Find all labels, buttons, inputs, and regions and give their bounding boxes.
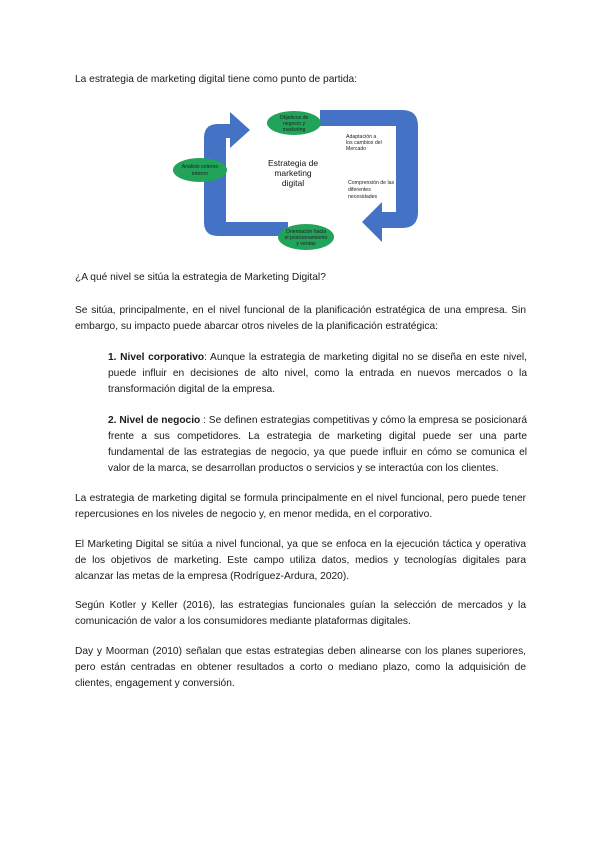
strategy-cycle-diagram xyxy=(170,104,430,252)
adaptation-line-1: Adaptación a xyxy=(346,134,377,140)
item-corporate-level xyxy=(108,350,527,398)
center-line-3: digital xyxy=(281,178,305,188)
item-business-title: 2. Nivel de negocio xyxy=(108,415,201,426)
paragraph-digital-functional: El Marketing Digital se sitúa a nivel funcional, ya que se enfoca en la ejecución táctica y operativa de los objetivos de marketing. Este campo utiliza datos, medios y tecnologías digitales para alcanzar las metas de la empresa (Rodríguez-Ardura, 2020). xyxy=(75,539,526,582)
orientation-line-3: y ventas xyxy=(296,241,316,247)
objectives-line-3: marketing xyxy=(282,127,306,133)
center-line-2: marketing xyxy=(274,168,312,178)
center-line-1: Estrategia de xyxy=(267,158,319,168)
analysis-line-1: Análisis externo xyxy=(181,164,219,170)
item-business-level xyxy=(108,413,527,477)
comprehension-line-3: necesidades xyxy=(348,194,378,200)
adaptation-line-3: Mercado xyxy=(346,146,367,152)
paragraph-kotler-keller: Según Kotler y Keller (2016), las estrategias funcionales guían la selección de mercados y la comunicación de valor a los consumidores mediante plataformas digitales. xyxy=(75,600,526,627)
right-cycle-arrow xyxy=(320,110,418,242)
comprehension-line-2: diferentes xyxy=(348,187,371,193)
item-business-text: : Se definen estrategias competitivas y cómo la empresa se posicionará frente a sus competidores. La estrategia de marketing digital puede ser una parte fundamental de las estrategias de negocio, ya que puede influir en cómo se comunica el valor de la marca, se desarrollan productos o servicios y se interactúa con los clientes. xyxy=(108,415,528,474)
item-corporate-text: : Aunque la estrategia de marketing digital no se diseña en este nivel, puede influir en decisiones de alto nivel, como la entrada en nuevos mercados o la transformación digital de la empresa. xyxy=(108,352,527,395)
item-corporate-title: 1. Nivel corporativo xyxy=(108,352,205,363)
objectives-line-1: Objetivos de xyxy=(279,115,309,121)
objectives-line-2: negocio y xyxy=(282,121,306,127)
analysis-node xyxy=(173,158,227,182)
paragraph-functional: La estrategia de marketing digital se formula principalmente en el nivel funcional, pero puede tener repercusiones en los niveles de negocio y, en menor medida, en el corporativo. xyxy=(75,493,526,520)
intro-text: La estrategia de marketing digital tiene como punto de partida: xyxy=(75,74,358,85)
adaptation-line-2: los cambios del xyxy=(346,140,382,146)
orientation-line-1: Orientación hacia xyxy=(285,229,327,235)
comprehension-line-1: Comprensión de las xyxy=(348,180,395,186)
paragraph-levels: Se sitúa, principalmente, en el nivel funcional de la planificación estratégica de una empresa. Sin embargo, su impacto puede abarcar otros niveles de la planificación estratégica: xyxy=(75,305,526,332)
analysis-line-2: interno xyxy=(192,171,208,177)
paragraph-day-moorman: Day y Moorman (2010) señalan que estas estrategias deben alinearse con los planes superiores, pero están centradas en obtener resultados a corto o mediano plazo, como la adquisición de clientes, engagement y conversión. xyxy=(75,646,526,689)
question-heading: ¿A qué nivel se sitúa la estrategia de Marketing Digital? xyxy=(75,272,326,283)
orientation-line-2: el posicionamiento xyxy=(284,235,328,241)
